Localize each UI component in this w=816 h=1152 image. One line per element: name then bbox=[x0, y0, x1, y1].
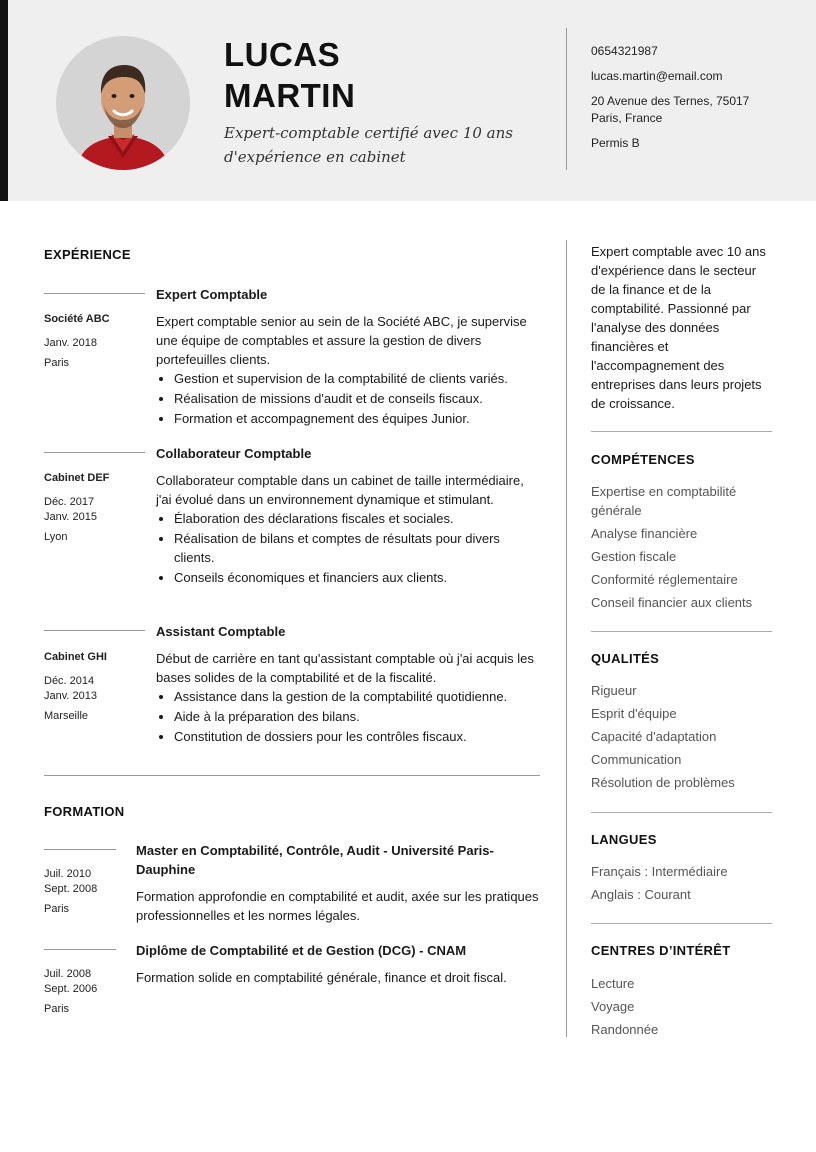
degree-description: Formation approfondie en comptabilité et audit, axée sur les pratiques professionnelles et les normes légales. bbox=[136, 889, 539, 923]
date-end: Janv. 2018 bbox=[44, 337, 98, 349]
section-title-experience: EXPÉRIENCE bbox=[44, 247, 131, 262]
section-title-qualities: QUALITÉS bbox=[591, 651, 660, 666]
education-meta bbox=[44, 967, 144, 1017]
location: Marseille bbox=[44, 710, 89, 722]
role-description: Début de carrière en tant qu'assistant comptable où j'ai acquis les bases solides de la comptabilité et de la fiscalité. bbox=[156, 651, 534, 685]
date-end: Déc. 2017 bbox=[44, 496, 95, 508]
list-item: Anglais : Courant bbox=[591, 887, 691, 902]
job-title: Expert-comptable certifié avec 10 ans d'expérience en cabinet bbox=[224, 124, 513, 166]
date-end: Juil. 2010 bbox=[44, 868, 92, 880]
list-item: Résolution de problèmes bbox=[591, 775, 735, 790]
experience-entry bbox=[156, 285, 540, 429]
skills-list bbox=[591, 482, 772, 616]
education-entry bbox=[136, 841, 540, 925]
role-title: Collaborateur Comptable bbox=[156, 446, 312, 461]
role-description: Collaborateur comptable dans un cabinet de taille intermédiaire, j'ai évolué dans un environnement dynamique et stimulant. bbox=[156, 473, 524, 507]
location: Lyon bbox=[44, 531, 68, 543]
date-start: Sept. 2006 bbox=[44, 983, 98, 995]
company-name: Cabinet GHI bbox=[44, 651, 107, 663]
list-item: Conseil financier aux clients bbox=[591, 595, 753, 610]
section-divider bbox=[44, 775, 540, 776]
list-item: Analyse financière bbox=[591, 526, 698, 541]
list-item: Expertise en comptabilité générale bbox=[591, 484, 737, 518]
driving-license: Permis B bbox=[591, 136, 640, 150]
date-start: Sept. 2008 bbox=[44, 883, 98, 895]
experience-meta bbox=[44, 312, 144, 371]
date-start: Janv. 2013 bbox=[44, 690, 98, 702]
list-item: Esprit d'équipe bbox=[591, 706, 677, 721]
list-item: • Élaboration des déclarations fiscales et sociales. bbox=[174, 509, 540, 528]
column-divider bbox=[566, 240, 567, 1037]
entry-divider bbox=[44, 630, 145, 631]
list-item: • Aide à la préparation des bilans. bbox=[174, 707, 540, 726]
list-item: Rigueur bbox=[591, 683, 637, 698]
section-divider bbox=[591, 812, 772, 813]
experience-meta bbox=[44, 650, 144, 724]
experience-entry bbox=[156, 444, 540, 588]
list-item: • Réalisation de missions d'audit et de conseils fiscaux. bbox=[174, 389, 540, 408]
postal-address: 20 Avenue des Ternes, 75017 Paris, France bbox=[591, 94, 750, 125]
list-item: • Gestion et supervision de la comptabilité de clients variés. bbox=[174, 369, 540, 388]
entry-divider bbox=[44, 849, 116, 850]
resume-header bbox=[0, 0, 816, 201]
list-item: • Conseils économiques et financiers aux clients. bbox=[174, 568, 540, 587]
first-name: LUCAS bbox=[224, 36, 341, 73]
list-item: Conformité réglementaire bbox=[591, 572, 738, 587]
date-start: Janv. 2015 bbox=[44, 511, 98, 523]
list-item: Lecture bbox=[591, 976, 635, 991]
degree-title: Diplôme de Comptabilité et de Gestion (DCG) - CNAM bbox=[136, 943, 467, 958]
profile-summary: Expert comptable avec 10 ans d'expérience dans le secteur de la finance et de la comptabilité. Passionné par l'analyse des données financières et l'accompagnement des entreprises dans leurs projets de croissance. bbox=[591, 244, 766, 411]
list-item: Capacité d'adaptation bbox=[591, 729, 717, 744]
section-title-interests: CENTRES D’INTÉRÊT bbox=[591, 943, 731, 958]
last-name: MARTIN bbox=[224, 77, 356, 114]
entry-divider bbox=[44, 293, 145, 294]
list-item: Randonnée bbox=[591, 1022, 659, 1037]
profile-photo bbox=[56, 36, 190, 170]
company-name: Cabinet DEF bbox=[44, 472, 110, 484]
entry-divider bbox=[44, 452, 145, 453]
section-divider bbox=[591, 631, 772, 632]
list-item: Français : Intermédiaire bbox=[591, 864, 728, 879]
achievements-list bbox=[156, 509, 540, 587]
section-title-skills: COMPÉTENCES bbox=[591, 452, 695, 467]
list-item: Communication bbox=[591, 752, 682, 767]
degree-title: Master en Comptabilité, Contrôle, Audit - Université Paris-Dauphine bbox=[136, 843, 494, 877]
list-item: • Réalisation de bilans et comptes de résultats pour divers clients. bbox=[174, 529, 540, 567]
achievements-list bbox=[156, 369, 540, 428]
section-title-languages: LANGUES bbox=[591, 832, 657, 847]
contact-info bbox=[591, 43, 781, 160]
interests-list bbox=[591, 974, 772, 1043]
location: Paris bbox=[44, 903, 70, 915]
company-name: Société ABC bbox=[44, 313, 110, 325]
list-item: • Constitution de dossiers pour les contrôles fiscaux. bbox=[174, 727, 540, 746]
entry-divider bbox=[44, 949, 116, 950]
role-title: Assistant Comptable bbox=[156, 624, 286, 639]
list-item: Voyage bbox=[591, 999, 635, 1014]
date-end: Juil. 2008 bbox=[44, 968, 92, 980]
header-accent-bar bbox=[0, 0, 8, 201]
achievements-list bbox=[156, 687, 540, 746]
degree-description: Formation solide en comptabilité générale, finance et droit fiscal. bbox=[136, 970, 507, 985]
location: Paris bbox=[44, 1003, 70, 1015]
email-address[interactable]: lucas.martin@email.com bbox=[591, 69, 723, 83]
education-meta bbox=[44, 867, 144, 917]
list-item: Gestion fiscale bbox=[591, 549, 677, 564]
list-item: • Formation et accompagnement des équipes Junior. bbox=[174, 409, 540, 428]
education-entry bbox=[136, 941, 540, 987]
role-title: Expert Comptable bbox=[156, 287, 268, 302]
role-description: Expert comptable senior au sein de la Société ABC, je supervise une équipe de comptables et assure la gestion de divers portefeuilles clients. bbox=[156, 314, 527, 367]
section-divider bbox=[591, 431, 772, 432]
date-end: Déc. 2014 bbox=[44, 675, 95, 687]
section-title-education: FORMATION bbox=[44, 804, 125, 819]
avatar-illustration-icon bbox=[56, 36, 190, 170]
location: Paris bbox=[44, 357, 70, 369]
section-divider bbox=[591, 923, 772, 924]
candidate-name bbox=[224, 34, 355, 116]
list-item: • Assistance dans la gestion de la comptabilité quotidienne. bbox=[174, 687, 540, 706]
header-divider bbox=[566, 28, 567, 170]
phone-number[interactable]: 0654321987 bbox=[591, 44, 658, 58]
languages-list bbox=[591, 862, 772, 908]
experience-meta bbox=[44, 471, 144, 545]
qualities-list bbox=[591, 681, 772, 796]
experience-entry bbox=[156, 622, 540, 747]
